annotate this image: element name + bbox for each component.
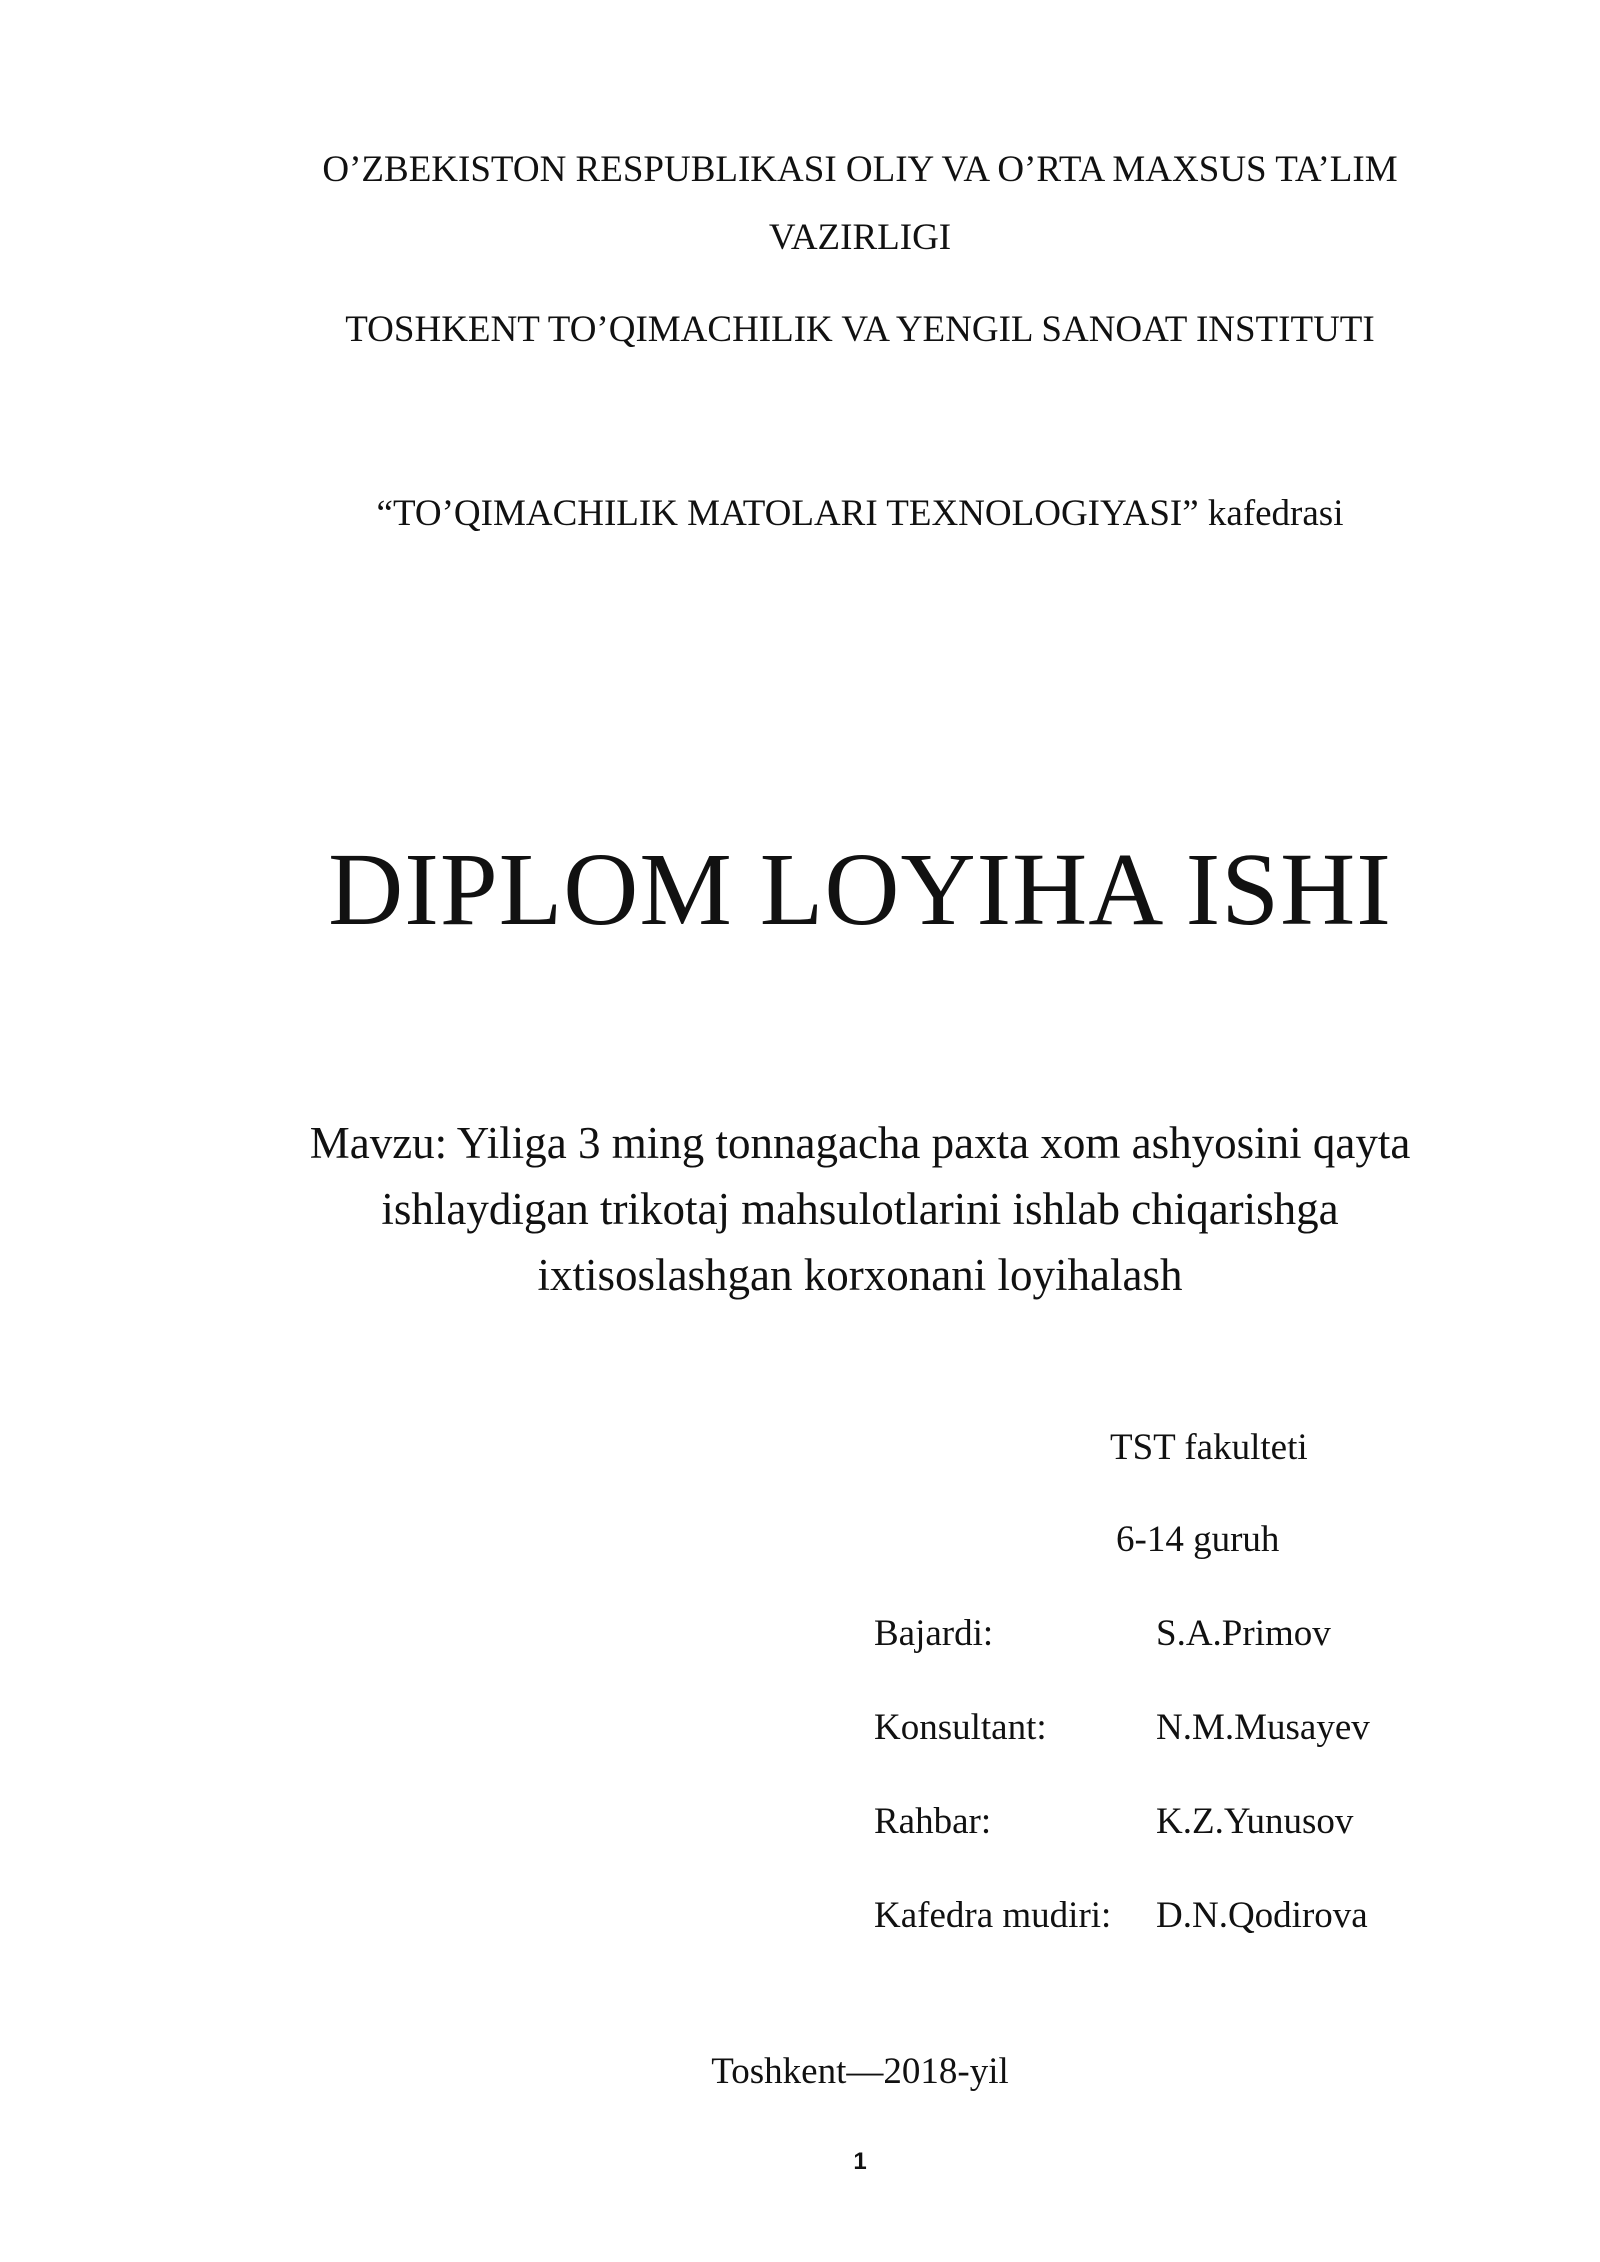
group-name: 6-14 guruh: [1116, 1519, 1280, 1560]
department-name: “TO’QIMACHILIK MATOLARI TEXNOLOGIYASI” kafedrasi: [376, 493, 1344, 534]
signature-name-consultant: N.M.Musayev: [1156, 1707, 1370, 1748]
signature-name-performer: S.A.Primov: [1156, 1613, 1331, 1654]
document-title: DIPLOM LOYIHA ISHI: [328, 832, 1392, 947]
ministry-line-2: VAZIRLIGI: [768, 217, 952, 258]
topic-line-2: ishlaydigan trikotaj mahsulotlarini ishlab chiqarishga: [381, 1184, 1339, 1234]
signature-name-head: D.N.Qodirova: [1156, 1895, 1368, 1936]
signature-label-head: Kafedra mudiri:: [874, 1895, 1112, 1936]
signature-label-supervisor: Rahbar:: [874, 1801, 992, 1842]
faculty-name: TST fakulteti: [1110, 1427, 1308, 1468]
page-number: 1: [853, 2148, 867, 2175]
signature-label-consultant: Konsultant:: [874, 1707, 1047, 1748]
topic-line-3: ixtisoslashgan korxonani loyihalash: [537, 1250, 1183, 1300]
place-and-year: Toshkent—2018-yil: [711, 2051, 1009, 2092]
topic-line-1: Mavzu: Yiliga 3 ming tonnagacha paxta xom ashyosini qayta: [309, 1118, 1411, 1168]
signature-name-supervisor: K.Z.Yunusov: [1156, 1801, 1354, 1842]
institute-name: TOSHKENT TO’QIMACHILIK VA YENGIL SANOAT INSTITUTI: [345, 309, 1375, 350]
ministry-line-1: O’ZBEKISTON RESPUBLIKASI OLIY VA O’RTA MAXSUS TA’LIM: [322, 149, 1398, 190]
topic-block: [60, 1110, 1600, 1308]
signature-label-performer: Bajardi:: [874, 1613, 994, 1654]
